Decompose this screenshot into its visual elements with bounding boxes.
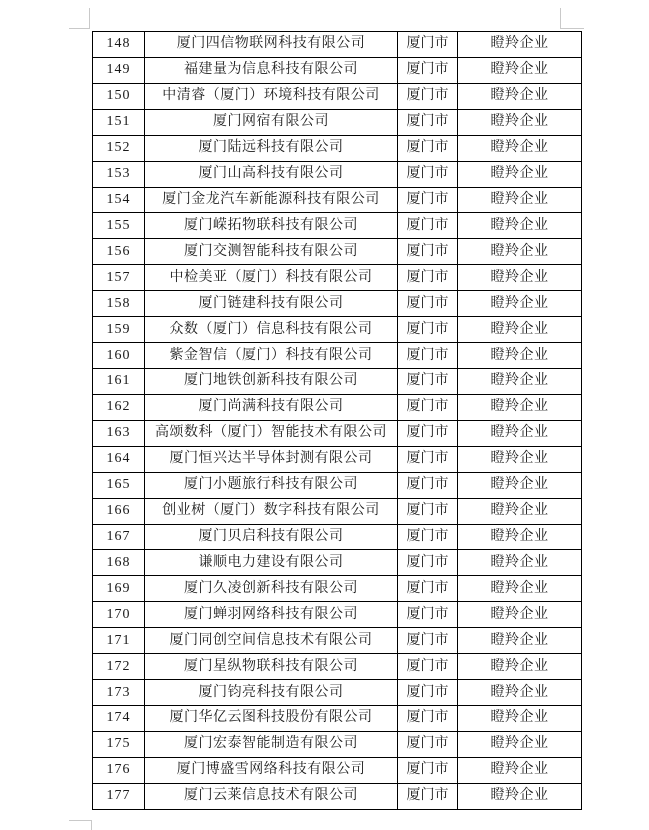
city-cell: 厦门市 [398,265,458,291]
row-number-cell: 157 [93,265,145,291]
row-number-cell: 162 [93,394,145,420]
city-cell: 厦门市 [398,135,458,161]
table-row [93,343,582,369]
row-number-cell: 153 [93,161,145,187]
row-number-cell: 175 [93,731,145,757]
company-name-cell: 厦门星纵物联科技有限公司 [145,654,398,680]
city-cell: 厦门市 [398,57,458,83]
company-name-cell: 厦门金龙汽车新能源科技有限公司 [145,187,398,213]
table-row [93,757,582,783]
table-row [93,705,582,731]
row-number-cell: 163 [93,420,145,446]
company-name-cell: 厦门蝉羽网络科技有限公司 [145,602,398,628]
category-cell: 瞪羚企业 [458,265,582,291]
category-cell: 瞪羚企业 [458,317,582,343]
category-cell: 瞪羚企业 [458,576,582,602]
table-row [93,576,582,602]
row-number-cell: 173 [93,680,145,706]
company-name-cell: 中检美亚（厦门）科技有限公司 [145,265,398,291]
company-name-cell: 厦门陆远科技有限公司 [145,135,398,161]
row-number-cell: 158 [93,291,145,317]
company-name-cell: 厦门钧亮科技有限公司 [145,680,398,706]
company-name-cell: 厦门恒兴达半导体封测有限公司 [145,446,398,472]
city-cell: 厦门市 [398,394,458,420]
table-row [93,654,582,680]
city-cell: 厦门市 [398,602,458,628]
table-row [93,213,582,239]
company-name-cell: 谦顺电力建设有限公司 [145,550,398,576]
table-row [93,446,582,472]
category-cell: 瞪羚企业 [458,394,582,420]
table-row [93,472,582,498]
company-name-cell: 厦门宏泰智能制造有限公司 [145,731,398,757]
company-name-cell: 厦门小题旅行科技有限公司 [145,472,398,498]
row-number-cell: 156 [93,239,145,265]
city-cell: 厦门市 [398,213,458,239]
table-row [93,317,582,343]
row-number-cell: 149 [93,57,145,83]
row-number-cell: 148 [93,32,145,58]
table-row [93,498,582,524]
table-row [93,628,582,654]
row-number-cell: 176 [93,757,145,783]
category-cell: 瞪羚企业 [458,550,582,576]
row-number-cell: 171 [93,628,145,654]
company-name-cell: 厦门山高科技有限公司 [145,161,398,187]
row-number-cell: 152 [93,135,145,161]
city-cell: 厦门市 [398,239,458,265]
company-name-cell: 厦门尚满科技有限公司 [145,394,398,420]
category-cell: 瞪羚企业 [458,343,582,369]
company-name-cell: 厦门地铁创新科技有限公司 [145,368,398,394]
table-row [93,291,582,317]
category-cell: 瞪羚企业 [458,57,582,83]
category-cell: 瞪羚企业 [458,654,582,680]
city-cell: 厦门市 [398,628,458,654]
category-cell: 瞪羚企业 [458,291,582,317]
table-row [93,394,582,420]
city-cell: 厦门市 [398,550,458,576]
city-cell: 厦门市 [398,576,458,602]
table-row [93,550,582,576]
category-cell: 瞪羚企业 [458,446,582,472]
row-number-cell: 169 [93,576,145,602]
gridline-artifact-bottom-left-vertical [91,820,92,830]
city-cell: 厦门市 [398,368,458,394]
city-cell: 厦门市 [398,731,458,757]
category-cell: 瞪羚企业 [458,628,582,654]
city-cell: 厦门市 [398,783,458,809]
row-number-cell: 172 [93,654,145,680]
city-cell: 厦门市 [398,472,458,498]
category-cell: 瞪羚企业 [458,239,582,265]
category-cell: 瞪羚企业 [458,731,582,757]
category-cell: 瞪羚企业 [458,783,582,809]
category-cell: 瞪羚企业 [458,32,582,58]
category-cell: 瞪羚企业 [458,705,582,731]
city-cell: 厦门市 [398,757,458,783]
city-cell: 厦门市 [398,343,458,369]
category-cell: 瞪羚企业 [458,472,582,498]
city-cell: 厦门市 [398,109,458,135]
city-cell: 厦门市 [398,420,458,446]
table-row [93,187,582,213]
category-cell: 瞪羚企业 [458,187,582,213]
table-row [93,731,582,757]
table-row [93,680,582,706]
company-name-cell: 厦门网宿有限公司 [145,109,398,135]
table-row [93,135,582,161]
company-name-cell: 福建量为信息科技有限公司 [145,57,398,83]
city-cell: 厦门市 [398,524,458,550]
company-name-cell: 创业树（厦门）数字科技有限公司 [145,498,398,524]
company-name-cell: 中清睿（厦门）环境科技有限公司 [145,83,398,109]
category-cell: 瞪羚企业 [458,368,582,394]
city-cell: 厦门市 [398,83,458,109]
category-cell: 瞪羚企业 [458,109,582,135]
company-name-cell: 厦门嵘拓物联科技有限公司 [145,213,398,239]
category-cell: 瞪羚企业 [458,757,582,783]
category-cell: 瞪羚企业 [458,524,582,550]
table-row [93,524,582,550]
table-row [93,32,582,58]
city-cell: 厦门市 [398,680,458,706]
city-cell: 厦门市 [398,32,458,58]
company-name-cell: 厦门同创空间信息技术有限公司 [145,628,398,654]
gridline-artifact-top-left-vertical [89,8,90,29]
row-number-cell: 167 [93,524,145,550]
city-cell: 厦门市 [398,317,458,343]
table-row [93,109,582,135]
city-cell: 厦门市 [398,498,458,524]
row-number-cell: 159 [93,317,145,343]
category-cell: 瞪羚企业 [458,161,582,187]
row-number-cell: 165 [93,472,145,498]
row-number-cell: 164 [93,446,145,472]
city-cell: 厦门市 [398,187,458,213]
category-cell: 瞪羚企业 [458,213,582,239]
gazelle-enterprise-table [92,31,582,810]
gridline-artifact-top-right-horizontal [561,28,584,29]
company-name-cell: 厦门华亿云图科技股份有限公司 [145,705,398,731]
row-number-cell: 160 [93,343,145,369]
company-name-cell: 厦门四信物联网科技有限公司 [145,32,398,58]
gridline-artifact-top-right-vertical [560,8,561,29]
company-name-cell: 高颂数科（厦门）智能技术有限公司 [145,420,398,446]
gridline-artifact-bottom-left-horizontal [69,820,92,821]
table-body [93,32,582,810]
city-cell: 厦门市 [398,654,458,680]
category-cell: 瞪羚企业 [458,420,582,446]
company-name-cell: 厦门交测智能科技有限公司 [145,239,398,265]
company-name-cell: 紫金智信（厦门）科技有限公司 [145,343,398,369]
category-cell: 瞪羚企业 [458,83,582,109]
table-row [93,83,582,109]
row-number-cell: 151 [93,109,145,135]
table-row [93,239,582,265]
row-number-cell: 155 [93,213,145,239]
table-row [93,420,582,446]
company-name-cell: 厦门贝启科技有限公司 [145,524,398,550]
row-number-cell: 154 [93,187,145,213]
table-row [93,783,582,809]
city-cell: 厦门市 [398,705,458,731]
category-cell: 瞪羚企业 [458,680,582,706]
company-name-cell: 众数（厦门）信息科技有限公司 [145,317,398,343]
gridline-artifact-top-left-horizontal [69,28,90,29]
row-number-cell: 150 [93,83,145,109]
city-cell: 厦门市 [398,161,458,187]
row-number-cell: 174 [93,705,145,731]
company-name-cell: 厦门博盛雪网络科技有限公司 [145,757,398,783]
row-number-cell: 170 [93,602,145,628]
row-number-cell: 161 [93,368,145,394]
company-name-cell: 厦门云莱信息技术有限公司 [145,783,398,809]
city-cell: 厦门市 [398,446,458,472]
row-number-cell: 166 [93,498,145,524]
table-row [93,161,582,187]
category-cell: 瞪羚企业 [458,498,582,524]
table-row [93,602,582,628]
table-row [93,368,582,394]
company-name-cell: 厦门链建科技有限公司 [145,291,398,317]
table-row [93,265,582,291]
table-row [93,57,582,83]
company-name-cell: 厦门久凌创新科技有限公司 [145,576,398,602]
row-number-cell: 168 [93,550,145,576]
city-cell: 厦门市 [398,291,458,317]
category-cell: 瞪羚企业 [458,135,582,161]
category-cell: 瞪羚企业 [458,602,582,628]
row-number-cell: 177 [93,783,145,809]
